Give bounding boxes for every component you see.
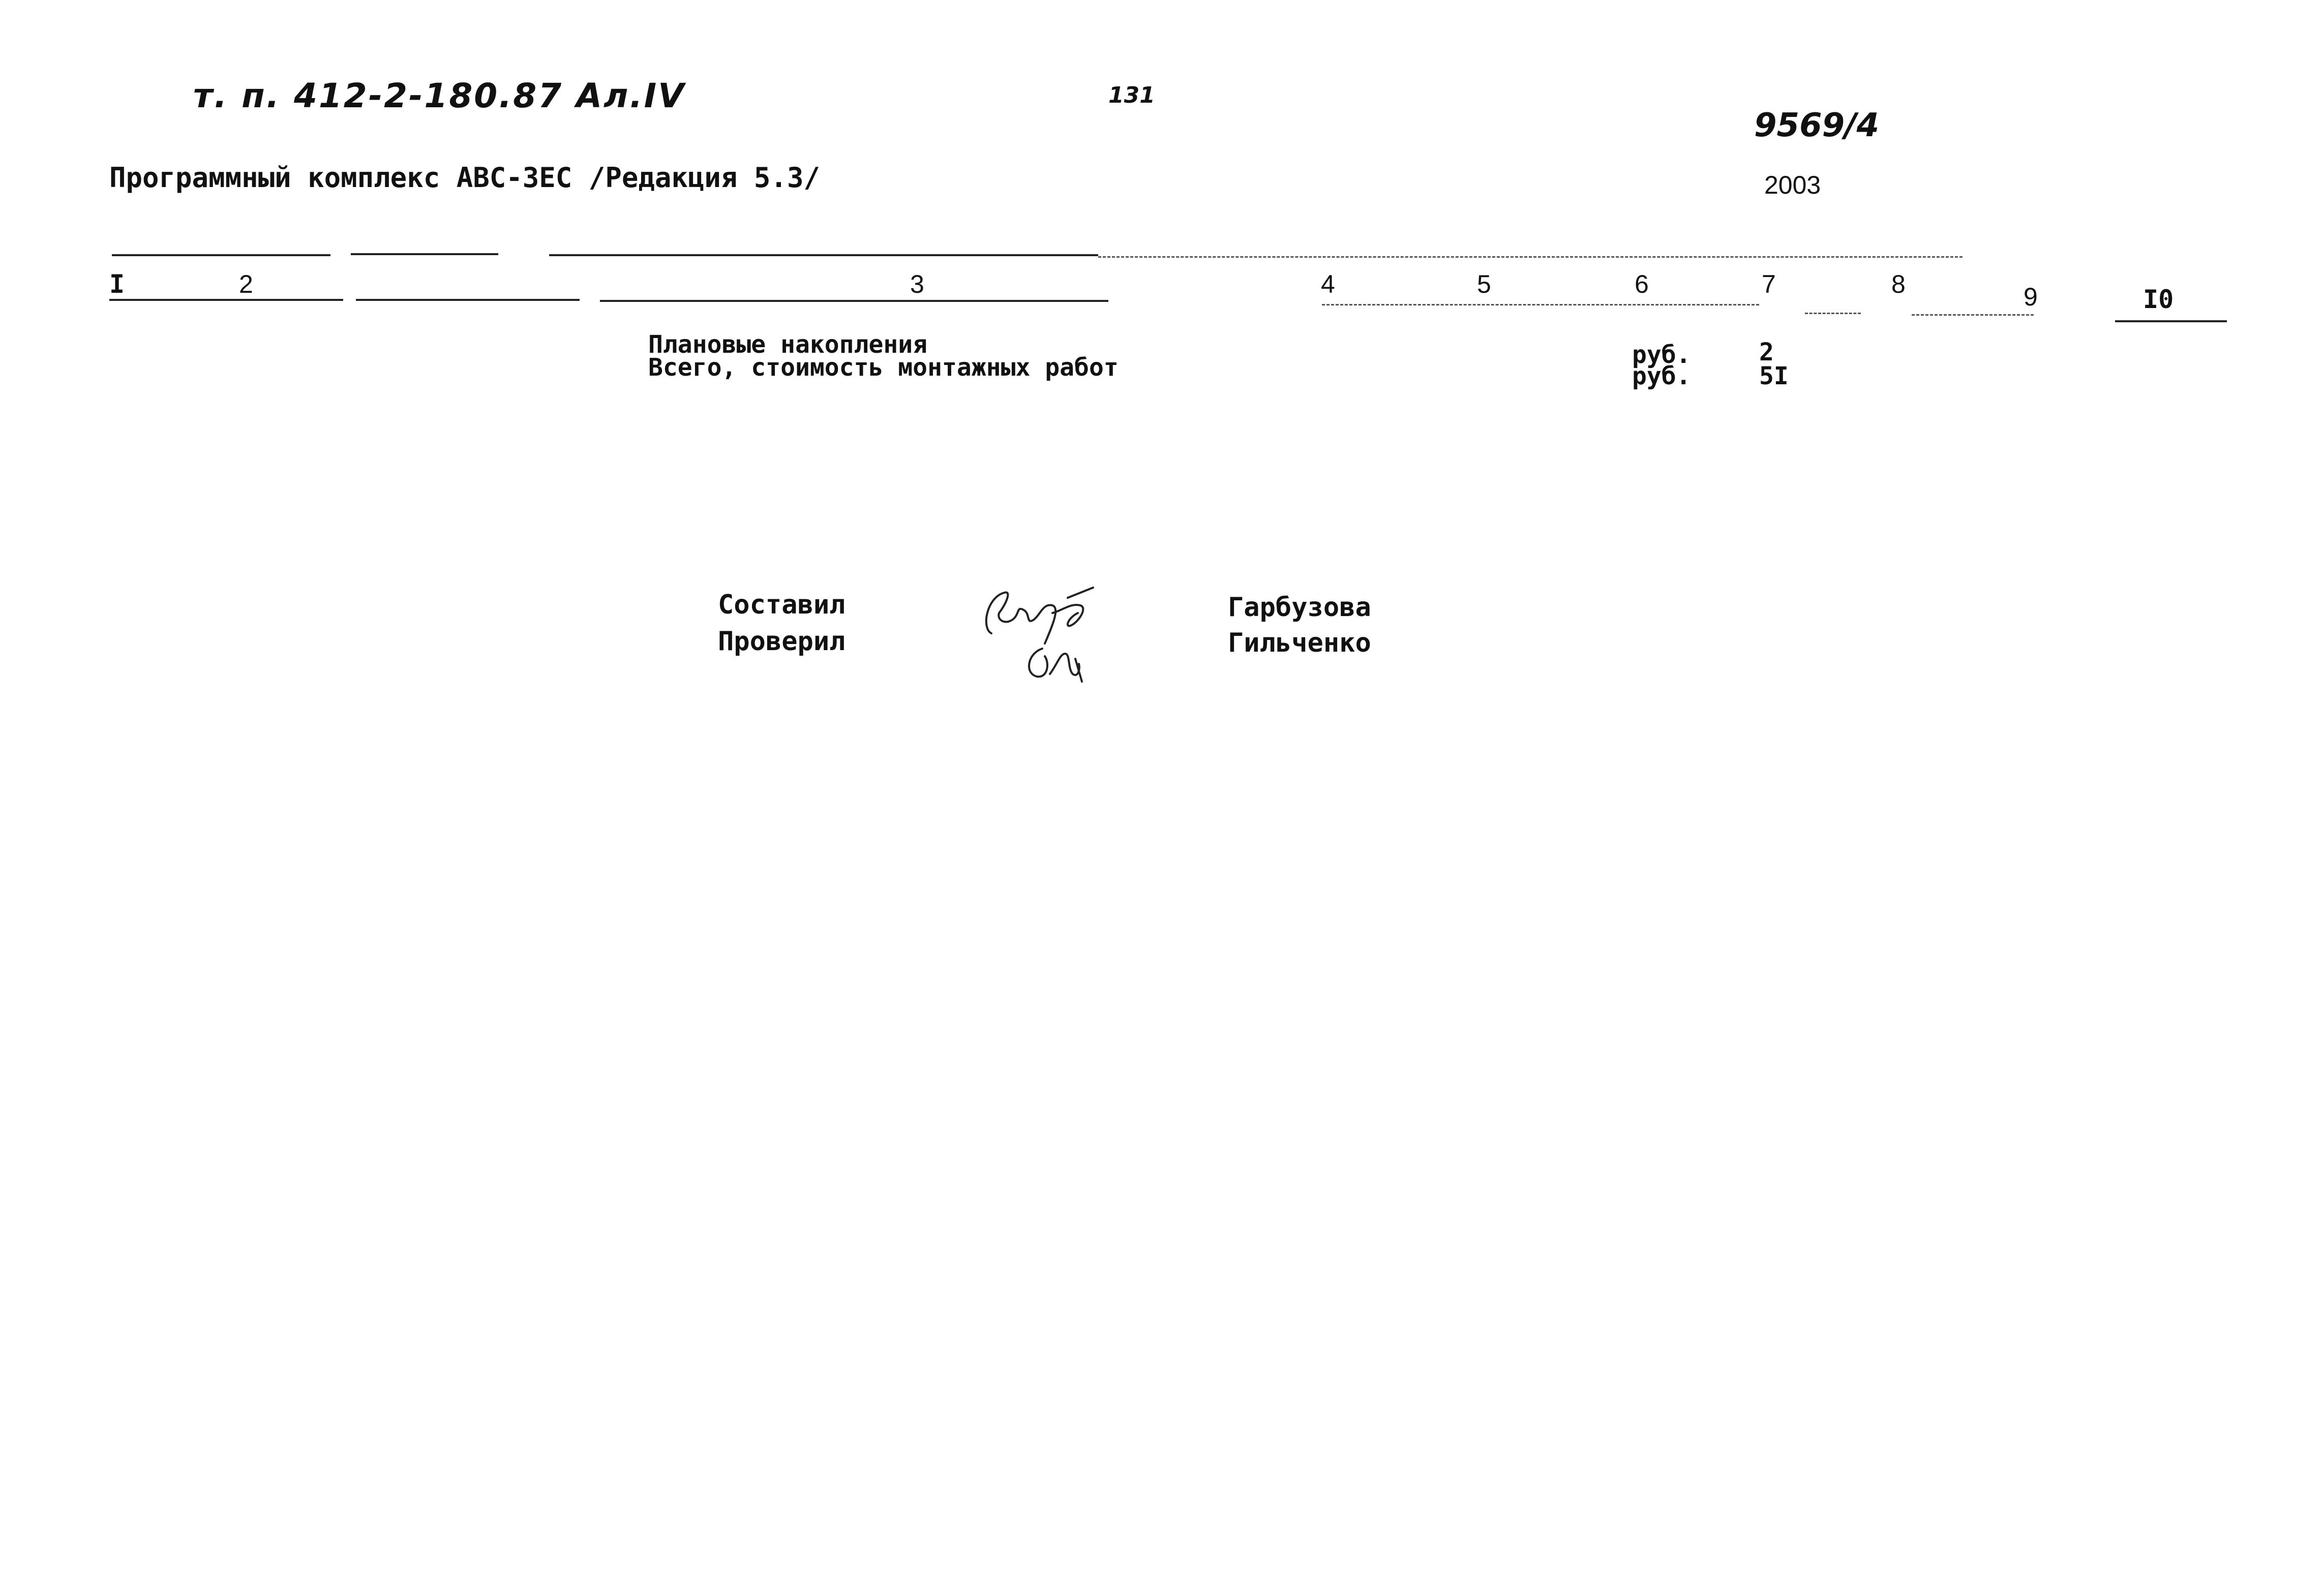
column-number-3: 3 <box>910 270 924 298</box>
header-rule-3 <box>600 300 1108 302</box>
column-number-1: I <box>109 269 125 299</box>
column-number-5: 5 <box>1477 270 1491 298</box>
header-rule-4 <box>1322 304 1759 305</box>
column-number-10: I0 <box>2143 285 2174 314</box>
top-rule-4 <box>1098 256 1963 258</box>
checked-signature-mark <box>1022 638 1093 684</box>
top-rule-1 <box>112 254 330 256</box>
program-title: Программный комплекс АВС-ЗЕС /Редакция 5.3/ <box>109 162 820 194</box>
header-rule-5 <box>1805 313 1861 314</box>
column-number-6: 6 <box>1635 270 1649 298</box>
header-rule-1 <box>109 299 343 301</box>
header-rule-6 <box>1912 314 2034 316</box>
row-value-planned-savings: 2 <box>1759 338 1774 366</box>
inventory-number: 9569/4 <box>1754 107 1880 144</box>
column-number-4: 4 <box>1321 270 1335 298</box>
row-value-total-installation: 5I <box>1759 362 1789 390</box>
checked-by-name: Гильченко <box>1228 628 1371 658</box>
header-rule-7 <box>2115 320 2227 322</box>
checked-signature <box>1022 620 1093 693</box>
year: 2003 <box>1764 171 1821 199</box>
page-number: 131 <box>1108 82 1155 108</box>
checked-by-label: Проверил <box>718 626 846 657</box>
row-name-planned-savings: Плановые накопления <box>648 330 928 359</box>
column-number-8: 8 <box>1891 270 1906 298</box>
compiled-by-label: Составил <box>718 590 846 620</box>
document-code: т. п. 412-2-180.87 Ал.IV <box>193 76 686 115</box>
top-rule-2 <box>351 253 498 255</box>
column-number-9: 9 <box>2024 283 2038 311</box>
row-name-total-installation: Всего, стоимость монтажных работ <box>648 353 1119 382</box>
top-rule-3 <box>549 254 1098 256</box>
header-rule-2 <box>356 299 580 301</box>
compiled-by-name: Гарбузова <box>1228 592 1371 623</box>
column-number-7: 7 <box>1762 270 1776 298</box>
column-number-2: 2 <box>239 270 253 298</box>
row-unit-planned-savings: руб. <box>1632 341 1691 369</box>
row-unit-total-installation: руб. <box>1632 362 1691 390</box>
